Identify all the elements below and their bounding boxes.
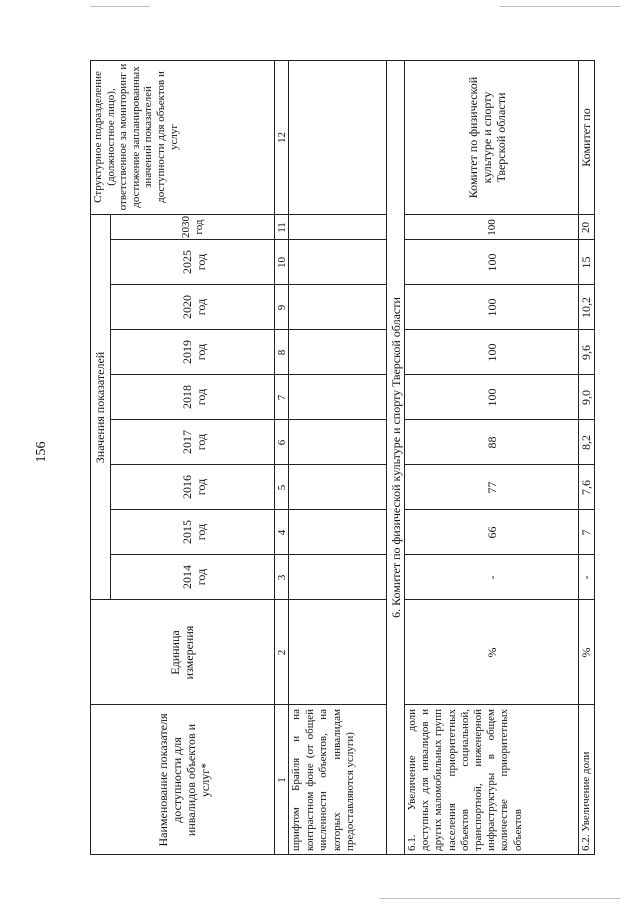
col-line-9 [110, 284, 387, 285]
row-value: - [485, 575, 499, 580]
header-values-group: Значения показателей [93, 351, 107, 464]
row61-bottom-line [578, 60, 579, 855]
col-line-11 [90, 214, 387, 215]
row-value: 20 [580, 222, 592, 233]
section-bottom-line [404, 60, 405, 855]
scan-edge-top-right [500, 6, 620, 7]
col-line-5 [110, 464, 387, 465]
col-number: 5 [276, 484, 288, 491]
col-line-8b [404, 329, 595, 330]
col-line-4b [404, 509, 595, 510]
row-value: 7,6 [579, 480, 593, 495]
col-number: 12 [276, 132, 288, 143]
header-unit: Единица измерения [168, 625, 196, 680]
col-line-2 [90, 599, 387, 600]
col-line-1 [90, 704, 387, 705]
row-value: 15 [579, 256, 593, 269]
row-responsible-6-1: Комитет по физической культуре и спорту Тверской области [466, 76, 508, 199]
col-line-3 [110, 554, 387, 555]
header-year: 2030 год [180, 216, 205, 238]
row-value: 9,0 [579, 390, 593, 405]
col-number: 3 [276, 574, 288, 581]
row-value: - [579, 575, 593, 580]
header-name: Наименование показателя доступности для инвалидов объектов и услуг* [156, 713, 212, 847]
col-number: 7 [276, 394, 288, 401]
col-line-2b [404, 599, 595, 600]
row-value: 100 [485, 298, 499, 317]
col-number: 8 [276, 349, 288, 356]
row-unit-6-2: % [579, 647, 593, 658]
col-line-5b [404, 464, 595, 465]
header-year: 2014 год [180, 565, 208, 589]
header-year: 2017 год [180, 430, 208, 454]
table-right-border [90, 60, 595, 61]
col-line-9b [404, 284, 595, 285]
header-responsible: Структурное подразделение (должностное лицо), ответственное за мониторинг и достижение запланированных значений показателей доступности для объектов и услуг [92, 63, 180, 211]
continuation-bottom-line [386, 60, 387, 855]
rotated-table [90, 60, 595, 855]
col-number: 2 [276, 649, 288, 656]
row-value: 100 [486, 219, 498, 236]
col-number: 11 [276, 222, 288, 233]
col-number: 1 [276, 777, 288, 783]
col-line-10b [404, 239, 595, 240]
col-line-6b [404, 419, 595, 420]
values-group-underline [110, 215, 111, 600]
header-bottom-line [274, 60, 275, 855]
row-value: 100 [485, 388, 499, 407]
page-number: 156 [34, 441, 49, 463]
col-line-3b [404, 554, 595, 555]
row-value: 77 [485, 481, 499, 494]
row-unit-6-1: % [485, 647, 499, 658]
colnum-bottom-line [288, 60, 289, 855]
row-value: 100 [485, 253, 499, 272]
row-value: 66 [485, 526, 499, 539]
col-line-10 [110, 239, 387, 240]
header-year: 2019 год [180, 340, 208, 364]
scan-edge-bottom [380, 898, 620, 899]
col-line-4 [110, 509, 387, 510]
row-responsible-6-2: Комитет по [579, 108, 593, 167]
header-year: 2015 год [180, 520, 208, 544]
table-left-border [90, 854, 595, 855]
row-value: 10,2 [579, 297, 593, 318]
table-bottom-border [594, 60, 595, 855]
col-line-7b [404, 374, 595, 375]
header-year: 2016 год [180, 475, 208, 499]
row-value: 9,6 [579, 345, 593, 360]
header-year: 2018 год [180, 385, 208, 409]
col-number: 9 [276, 304, 288, 311]
header-year: 2025 год [180, 250, 208, 274]
col-number: 4 [276, 529, 288, 536]
col-line-8 [110, 329, 387, 330]
continuation-cell: шрифтом Брайля и на контрастном фоне (от общей численности объектов, на которых инвалидам предоставляются услуги) [290, 709, 356, 851]
row-value: 88 [485, 436, 499, 449]
section-title: 6. Комитет по физической культуре и спорту Тверской области [389, 297, 403, 618]
table-top-border [90, 60, 91, 855]
row-value: 8,2 [579, 435, 593, 450]
col-line-6 [110, 419, 387, 420]
header-year: 2020 год [180, 295, 208, 319]
col-line-7 [110, 374, 387, 375]
row-value: 7 [579, 529, 593, 536]
col-number: 10 [276, 257, 288, 268]
col-number: 6 [276, 439, 288, 446]
col-line-11b [404, 214, 595, 215]
col-line-1b [404, 704, 595, 705]
row-name-6-1: 6.1. Увеличение доли доступных для инвалидов и других маломобильных групп населения приоритетных объектов социальной, транспортной, инженерной инфраструктуры в общем количестве приоритетных объектов [406, 709, 524, 851]
scan-edge-top-left [90, 6, 150, 7]
row-name-6-2: 6.2. Увеличение доли [580, 751, 592, 851]
row-value: 100 [485, 343, 499, 362]
